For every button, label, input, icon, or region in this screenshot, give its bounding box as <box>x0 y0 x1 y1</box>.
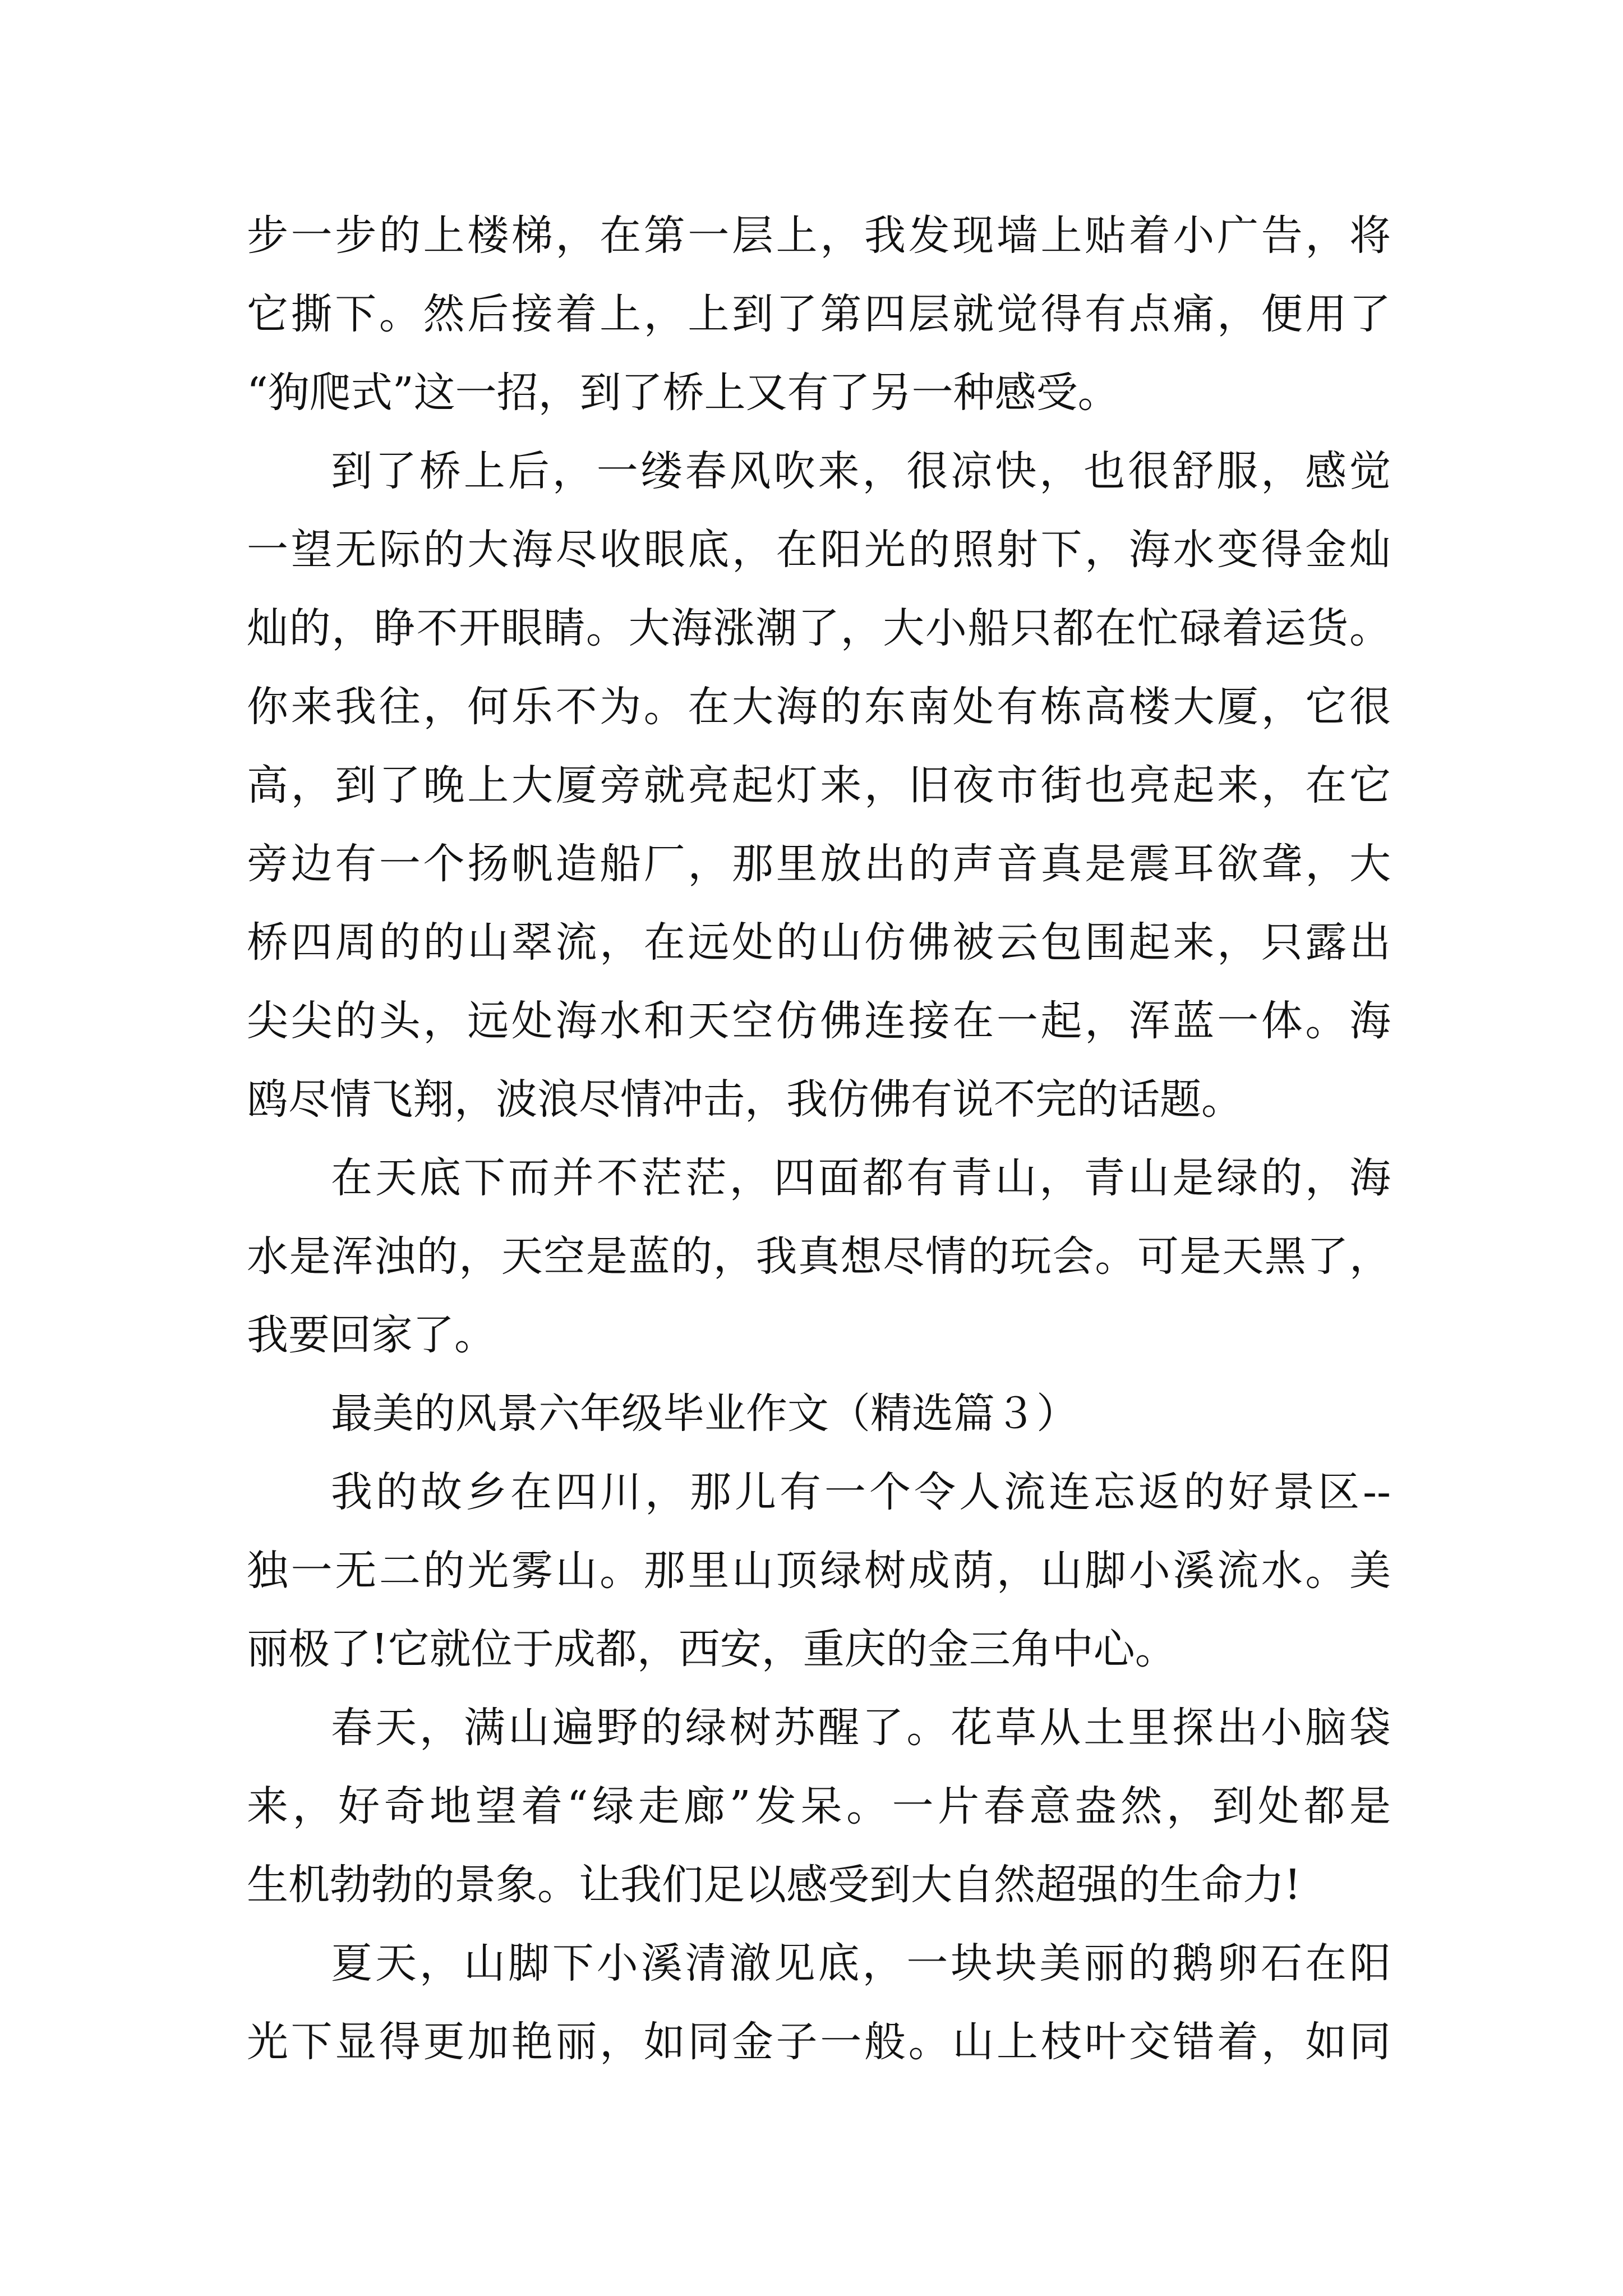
text-line: 旁边有一个扬帆造船厂，那里放出的声音真是震耳欲聋，大 <box>247 840 1391 888</box>
paragraph-first-line: 到了桥上后，一缕春风吹来，很凉快，也很舒服，感觉 <box>331 447 1391 495</box>
paragraph-first-line: 在天底下而并不茫茫，四面都有青山，青山是绿的，海 <box>331 1154 1391 1202</box>
text-line: 水是浑浊的，天空是蓝的，我真想尽情的玩会。可是天黑了， <box>247 1232 1391 1281</box>
text-line: 灿的，睁不开眼睛。大海涨潮了，大小船只都在忙碌着运货。 <box>247 604 1391 652</box>
section-heading: 最美的风景六年级毕业作文（精选篇３） <box>331 1389 1078 1438</box>
text-line: 鸥尽情飞翔，波浪尽情冲击，我仿佛有说不完的话题。 <box>247 1075 1243 1124</box>
text-line: 一望无际的大海尽收眼底，在阳光的照射下，海水变得金灿 <box>247 526 1391 574</box>
text-line: 光下显得更加艳丽，如同金子一般。山上枝叶交错着，如同 <box>247 2018 1391 2066</box>
text-line: 我要回家了。 <box>247 1311 496 1359</box>
text-line: 步一步的上楼梯，在第一层上，我发现墙上贴着小广告，将 <box>247 211 1391 260</box>
text-line: 你来我往，何乐不为。在大海的东南处有栋高楼大厦，它很 <box>247 683 1391 731</box>
text-line: 丽极了!它就位于成都，西安，重庆的金三角中心。 <box>247 1625 1177 1673</box>
paragraph-first-line: 春天，满山遍野的绿树苏醒了。花草从土里探出小脑袋 <box>331 1704 1391 1752</box>
text-line: 来，好奇地望着“绿走廊”发呆。一片春意盎然，到处都是 <box>247 1782 1391 1830</box>
paragraph-first-line: 夏天，山脚下小溪清澈见底，一块块美丽的鹅卵石在阳 <box>331 1939 1391 1987</box>
text-line: 尖尖的头，远处海水和天空仿佛连接在一起，浑蓝一体。海 <box>247 997 1391 1045</box>
text-line: 独一无二的光雾山。那里山顶绿树成荫，山脚小溪流水。美 <box>247 1547 1391 1595</box>
text-line: 生机勃勃的景象。让我们足以感受到大自然超强的生命力! <box>247 1861 1301 1909</box>
text-line: 桥四周的的山翠流，在远处的山仿佛被云包围起来，只露出 <box>247 918 1391 967</box>
text-line: 它撕下。然后接着上，上到了第四层就觉得有点痛，便用了 <box>247 290 1391 338</box>
paragraph-first-line: 我的故乡在四川，那儿有一个令人流连忘返的好景区-- <box>331 1468 1391 1516</box>
text-line: “狗爬式”这一招，到了桥上又有了另一种感受。 <box>247 369 1119 417</box>
text-line: 高，到了晚上大厦旁就亮起灯来，旧夜市街也亮起来，在它 <box>247 761 1391 809</box>
